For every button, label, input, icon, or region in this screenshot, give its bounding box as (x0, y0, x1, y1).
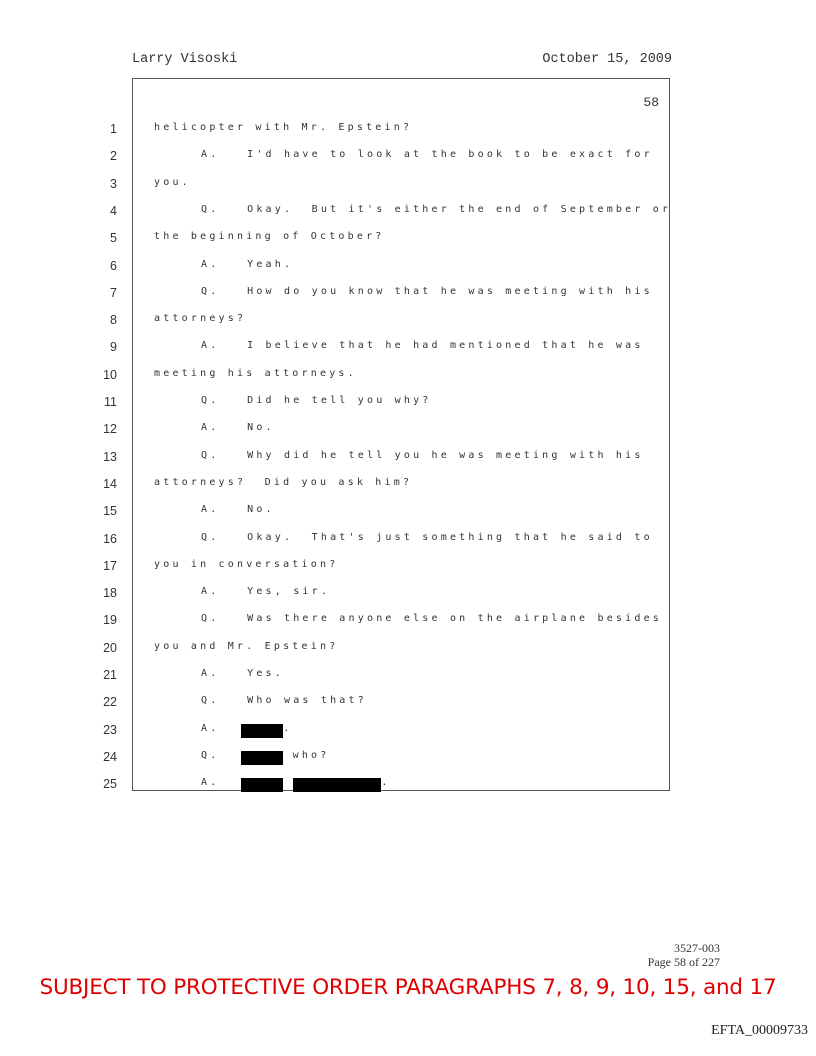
transcript-line (93, 365, 653, 391)
line-segment: A. (201, 722, 220, 734)
line-number: 23 (103, 722, 117, 737)
line-number: 7 (110, 285, 117, 300)
line-segment: A. I'd have to look at the book to be exact for (201, 149, 653, 161)
transcript-line (93, 556, 653, 582)
line-segment: Q. Was there anyone else on the airplane besides (201, 613, 663, 625)
line-segment: A. (201, 777, 220, 789)
line-number: 1 (110, 122, 117, 136)
line-number: 14 (103, 476, 117, 491)
line-segment: Q. Who was that? (201, 695, 367, 707)
line-number: 13 (103, 449, 117, 464)
line-number: 21 (103, 668, 117, 682)
line-segment: Q. How do you know that he was meeting with his (201, 285, 653, 297)
transcript-page-number: 58 (643, 95, 659, 110)
transcript-line (93, 692, 653, 718)
line-segment: attorneys? Did you ask him? (154, 476, 413, 488)
line-number: 5 (110, 231, 117, 246)
line-number: 2 (110, 149, 117, 164)
transcript-line (93, 720, 653, 746)
line-segment: attorneys? (154, 313, 247, 325)
line-segment: Q. (201, 749, 220, 761)
transcript-line (93, 583, 653, 609)
line-number: 8 (110, 313, 117, 328)
line-segment: meeting his attorneys. (154, 367, 357, 379)
line-segment: Q. Okay. But it's either the end of September or (201, 203, 672, 215)
line-number: 11 (104, 395, 117, 409)
transcript-line (93, 474, 653, 500)
transcript-line (93, 774, 653, 800)
transcript-line (93, 337, 653, 363)
transcript-page (103, 78, 672, 792)
transcript-line (93, 638, 653, 664)
line-segment: A. Yes. (201, 668, 284, 679)
line-number: 16 (103, 531, 117, 546)
line-segment: . (381, 777, 391, 789)
bates-number: EFTA_00009733 (711, 1023, 808, 1038)
transcript-line (93, 665, 653, 691)
line-segment: A. I believe that he had mentioned that he was (201, 340, 644, 352)
line-number: 6 (110, 258, 117, 273)
transcript-line (93, 310, 653, 336)
line-segment: A. Yes, sir. (201, 586, 331, 598)
redaction-block (241, 751, 283, 765)
line-number: 25 (103, 777, 117, 792)
transcript-line (93, 447, 653, 473)
protective-order-notice: SUBJECT TO PROTECTIVE ORDER PARAGRAPHS 7, 8, 9, 10, 15, and 17 (39, 975, 777, 1000)
deposition-date: October 15, 2009 (542, 52, 672, 67)
transcript-line (93, 747, 653, 773)
line-number: 15 (103, 504, 117, 519)
page-of-total: Page 58 of 227 (647, 955, 720, 969)
line-segment: you and Mr. Epstein? (154, 640, 339, 652)
line-segment: helicopter with Mr. Epstein? (154, 122, 413, 133)
line-number: 12 (103, 422, 117, 437)
transcript-line (93, 201, 672, 227)
line-segment: who? (283, 749, 330, 761)
line-segment: . (283, 722, 293, 734)
transcript-line (93, 392, 653, 418)
transcript-line (93, 529, 653, 555)
redaction-block (241, 724, 283, 738)
line-number: 10 (103, 367, 117, 382)
line-number: 4 (110, 203, 117, 218)
transcript-line (93, 419, 653, 445)
line-segment: A. No. (201, 504, 275, 516)
line-number: 20 (103, 640, 117, 655)
line-number: 17 (103, 558, 117, 573)
transcript-line (93, 174, 653, 200)
line-number: 9 (110, 340, 117, 355)
line-number: 3 (110, 176, 117, 191)
redaction-block (241, 778, 283, 792)
redaction-block (293, 778, 381, 792)
case-number: 3527-003 (674, 941, 720, 955)
transcript-line (93, 256, 653, 282)
transcript-line (93, 119, 653, 145)
line-number: 18 (103, 586, 117, 601)
witness-name: Larry Visoski (132, 52, 238, 67)
line-segment: you in conversation? (154, 558, 339, 570)
line-segment: Q. Why did he tell you he was meeting with his (201, 449, 644, 461)
line-segment: Q. Okay. That's just something that he said to (201, 531, 653, 543)
line-segment: A. No. (201, 422, 275, 434)
line-segment: you. (154, 176, 191, 188)
line-segment: Q. Did he tell you why? (201, 395, 432, 406)
transcript-line (93, 146, 653, 172)
line-segment: the beginning of October? (154, 231, 385, 243)
transcript-line (93, 283, 653, 309)
line-number: 24 (103, 749, 117, 764)
line-segment: A. Yeah. (201, 258, 294, 270)
line-number: 19 (103, 613, 117, 628)
transcript-line (93, 501, 653, 527)
transcript-line (93, 228, 653, 254)
line-number: 22 (103, 695, 117, 710)
transcript-line (93, 610, 663, 636)
